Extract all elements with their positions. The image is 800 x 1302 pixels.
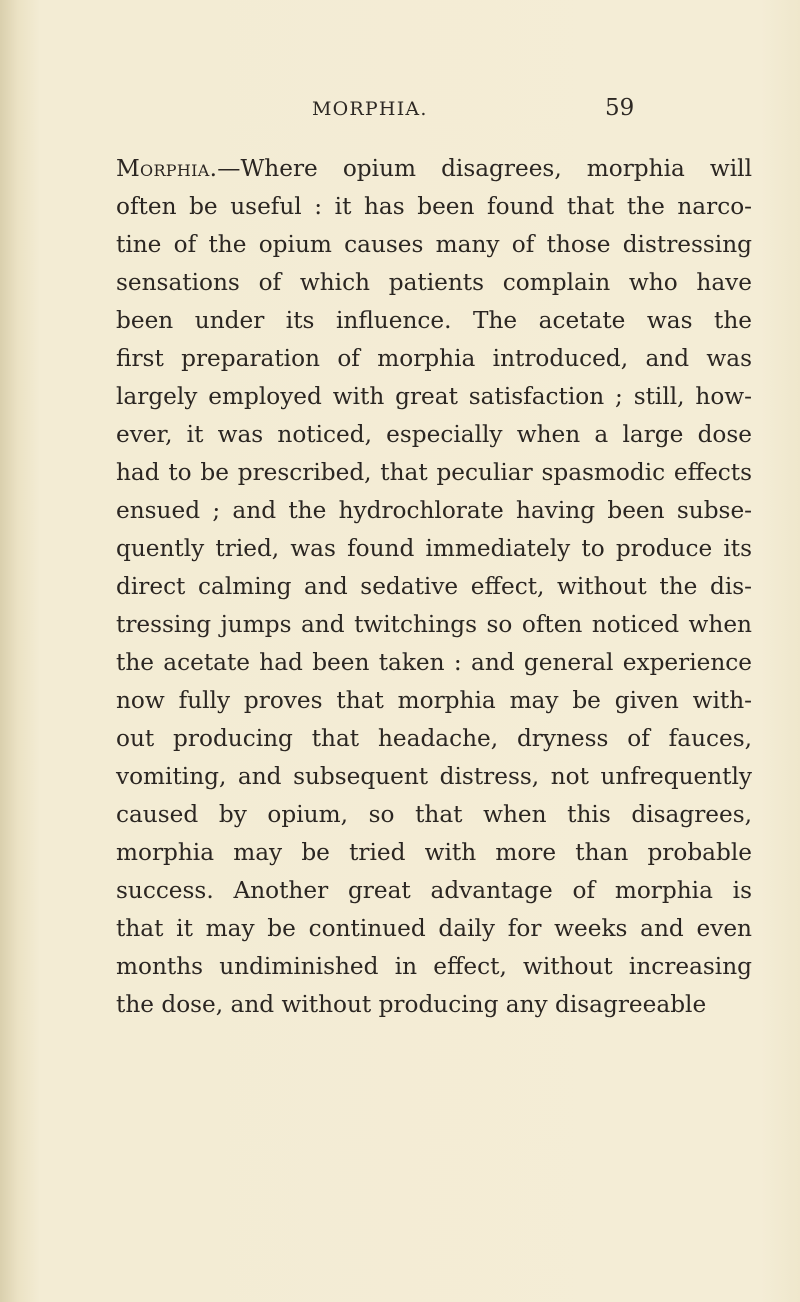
text-line: vomiting, and subsequent distress, not unfrequently: [116, 763, 752, 790]
text-line: [116, 150, 752, 188]
text-line: tressing jumps and twitchings so often noticed when: [116, 611, 752, 638]
text-line: first preparation of morphia introduced, and was: [116, 345, 752, 372]
text-line: often be useful : it has been found that the narco-: [116, 193, 752, 220]
text-line: ensued ; and the hydrochlorate having been subse-: [116, 497, 752, 524]
text-line: direct calming and sedative effect, without the dis-: [116, 573, 752, 600]
text-line: sensations of which patients complain who have: [116, 269, 752, 296]
text-line: out producing that headache, dryness of fauces,: [116, 725, 752, 752]
section-lead: Morphia.: [116, 155, 218, 182]
page-number: 59: [605, 95, 635, 121]
text-line: been under its influence. The acetate was the: [116, 307, 752, 334]
text-line: ever, it was noticed, especially when a large dose: [116, 421, 752, 448]
main-paragraph: [116, 150, 752, 1024]
running-title: MORPHIA.: [312, 98, 428, 120]
text-line: morphia may be tried with more than probable: [116, 839, 752, 866]
text-line: months undiminished in effect, without increasing: [116, 953, 752, 980]
text-line: caused by opium, so that when this disagrees,: [116, 801, 752, 828]
text-line: tine of the opium causes many of those distressing: [116, 231, 752, 258]
text-line: quently tried, was found immediately to produce its: [116, 535, 752, 562]
text-line: that it may be continued daily for weeks and even: [116, 915, 752, 942]
text-line-content: —Where opium disagrees, morphia will: [217, 155, 752, 182]
text-line: had to be prescribed, that peculiar spasmodic effects: [116, 459, 752, 486]
text-line: now fully proves that morphia may be given with-: [116, 687, 752, 714]
text-line: the dose, and without producing any disagreeable: [116, 991, 707, 1018]
text-line: largely employed with great satisfaction ; still, how-: [116, 383, 752, 410]
text-line: success. Another great advantage of morphia is: [116, 877, 752, 904]
text-line: the acetate had been taken : and general experience: [116, 649, 752, 676]
